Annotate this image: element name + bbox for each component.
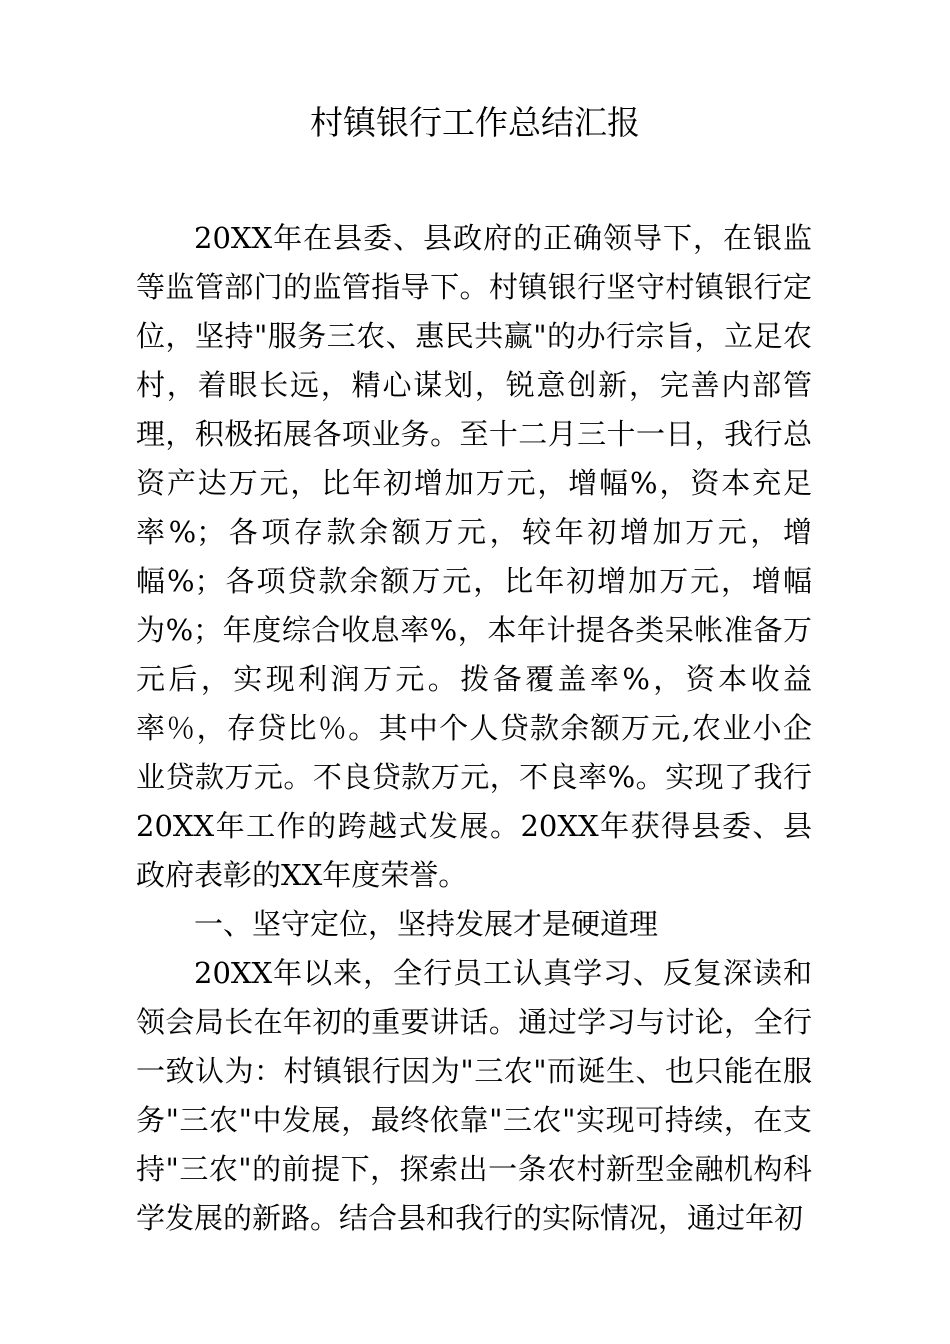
paragraph-intro: 20XX年在县委、县政府的正确领导下，在银监等监管部门的监管指导下。村镇银行坚守村镇银行定位，坚持"服务三农、惠民共赢"的办行宗旨，立足农村，着眼长远，精心谋划，锐意创新，完善内部管理，积极拓展各项业务。至十二月三十一日，我行总资产达万元，比年初增加万元，增幅%，资本充足率%；各项存款余额万元，较年初增加万元，增幅%；各项贷款余额万元，比年初增加万元，增幅为%；年度综合收息率%，本年计提各类呆帐准备万元后，实现利润万元。拨备覆盖率%，资本收益率％，存贷比％。其中个人贷款余额万元,农业小企业贷款万元。不良贷款万元，不良率%。实现了我行20XX年工作的跨越式发展。20XX年获得县委、县政府表彰的XX年度荣誉。 xyxy=(136,221,812,892)
section-heading: 一、坚守定位，坚持发展才是硬道理 xyxy=(194,907,659,941)
document-title: 村镇银行工作总结汇报 xyxy=(310,103,640,142)
paragraph-section-one: 20XX年以来，全行员工认真学习、反复深读和领会局长在年初的重要讲话。通过学习与讨论，全行一致认为：村镇银行因为"三农"而诞生、也只能在服务"三农"中发展，最终依靠"三农"实现可持续，在支持"三农"的前提下，探索出一条农村新型金融机构科学发展的新路。结合县和我行的实际情况，通过年初 xyxy=(136,956,812,1235)
document-body xyxy=(136,214,812,1243)
